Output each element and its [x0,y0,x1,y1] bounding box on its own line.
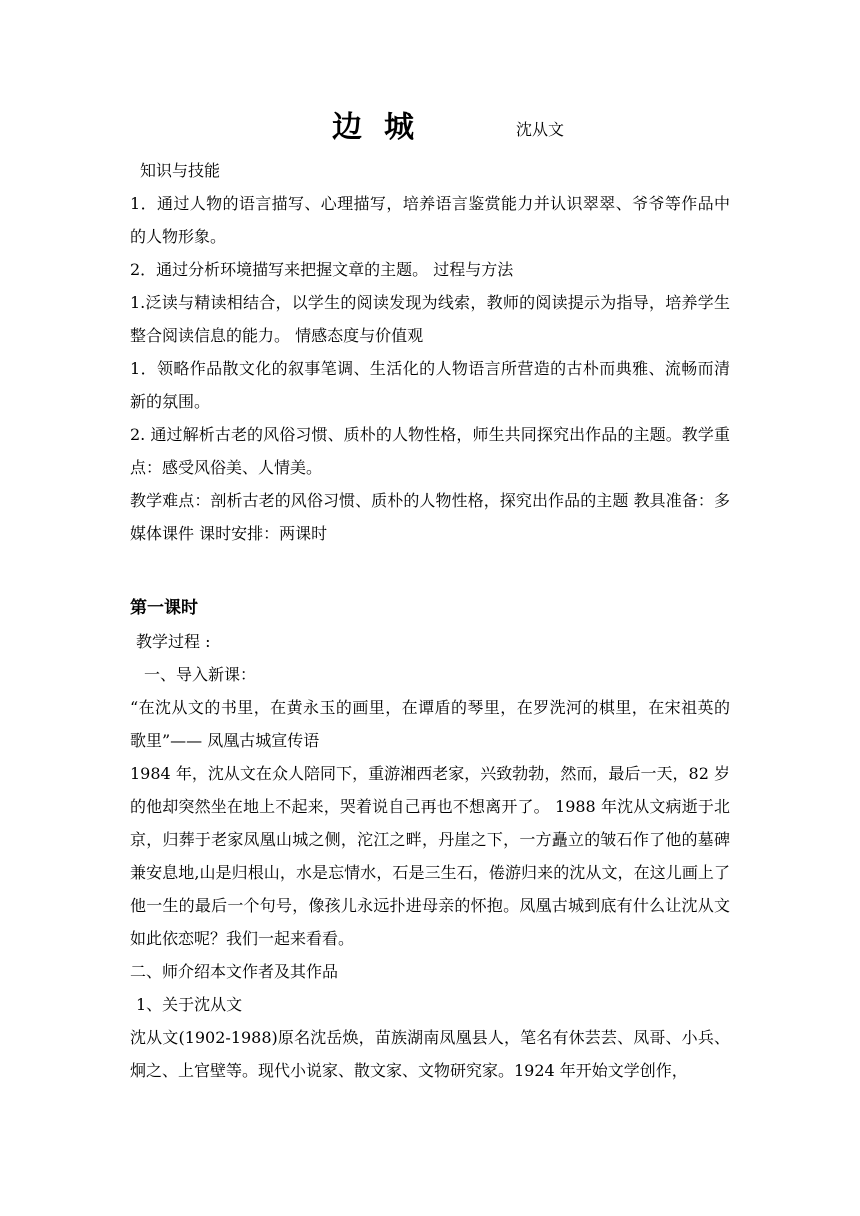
section-heading-knowledge: 知识与技能 [140,161,221,180]
paragraph: 二、师介绍本文作者及其作品 [130,962,339,981]
paragraph: 沈从文(1902-1988)原名沈岳焕，苗族湖南凤凰县人，笔名有休芸芸、凤哥、小兵、炯之、上官壁等。现代小说家、散文家、文物研究家。1924 年开始文学创作， [130,1028,730,1080]
quote-paragraph: “在沈从文的书里，在黄永玉的画里，在谭盾的琴里，在罗洗河的棋里，在宋祖英的歌里”—— 凤凰古城宣传语 [130,698,730,750]
paragraph: 2. 通过解析古老的风俗习惯、质朴的人物性格，师生共同探究出作品的主题。教学重点：感受风俗美、人情美。 [130,425,730,477]
document-title: 边城 [332,110,436,145]
paragraph: 1、关于沈从文 [136,995,243,1014]
paragraph: 教学难点：剖析古老的风俗习惯、质朴的人物性格，探究出作品的主题 教具准备：多媒体课件 课时安排：两课时 [130,491,730,543]
document-body [130,154,730,1087]
paragraph: 1984 年，沈从文在众人陪同下，重游湘西老家，兴致勃勃，然而，最后一天，82 岁的他却突然坐在地上不起来，哭着说自己再也不想离开了。 1988 年沈从文病逝于北京，归葬于老家凤凰山城之侧，沱江之畔，丹崖之下，一方矗立的皱石作了他的墓碑兼安息地,山是归根山，水是忘情水，石是三生石，倦游归来的沈从文，在这儿画上了他一生的最后一个句号，像孩儿永远扑进母亲的怀抱。凤凰古城到底有什么让沈从文如此依恋呢？我们一起来看看。 [130,764,730,948]
paragraph: 一、导入新课： [144,665,257,684]
lesson-heading: 第一课时 [130,598,198,618]
paragraph: 教学过程 : [136,632,211,651]
paragraph: 1．通过人物的语言描写、心理描写，培养语言鉴赏能力并认识翠翠、爷爷等作品中的人物形象。 [130,194,730,246]
paragraph: 1．领略作品散文化的叙事笔调、生活化的人物语言所营造的古朴而典雅、流畅而清新的氛围。 [130,359,730,411]
paragraph: 2．通过分析环境描写来把握文章的主题。 过程与方法 [130,260,514,279]
spacer [130,550,730,583]
paragraph: 1.泛读与精读相结合，以学生的阅读发现为线索，教师的阅读提示为指导，培养学生整合阅读信息的能力。 情感态度与价值观 [130,293,730,345]
title-row [0,108,860,152]
author-name: 沈从文 [516,120,565,139]
